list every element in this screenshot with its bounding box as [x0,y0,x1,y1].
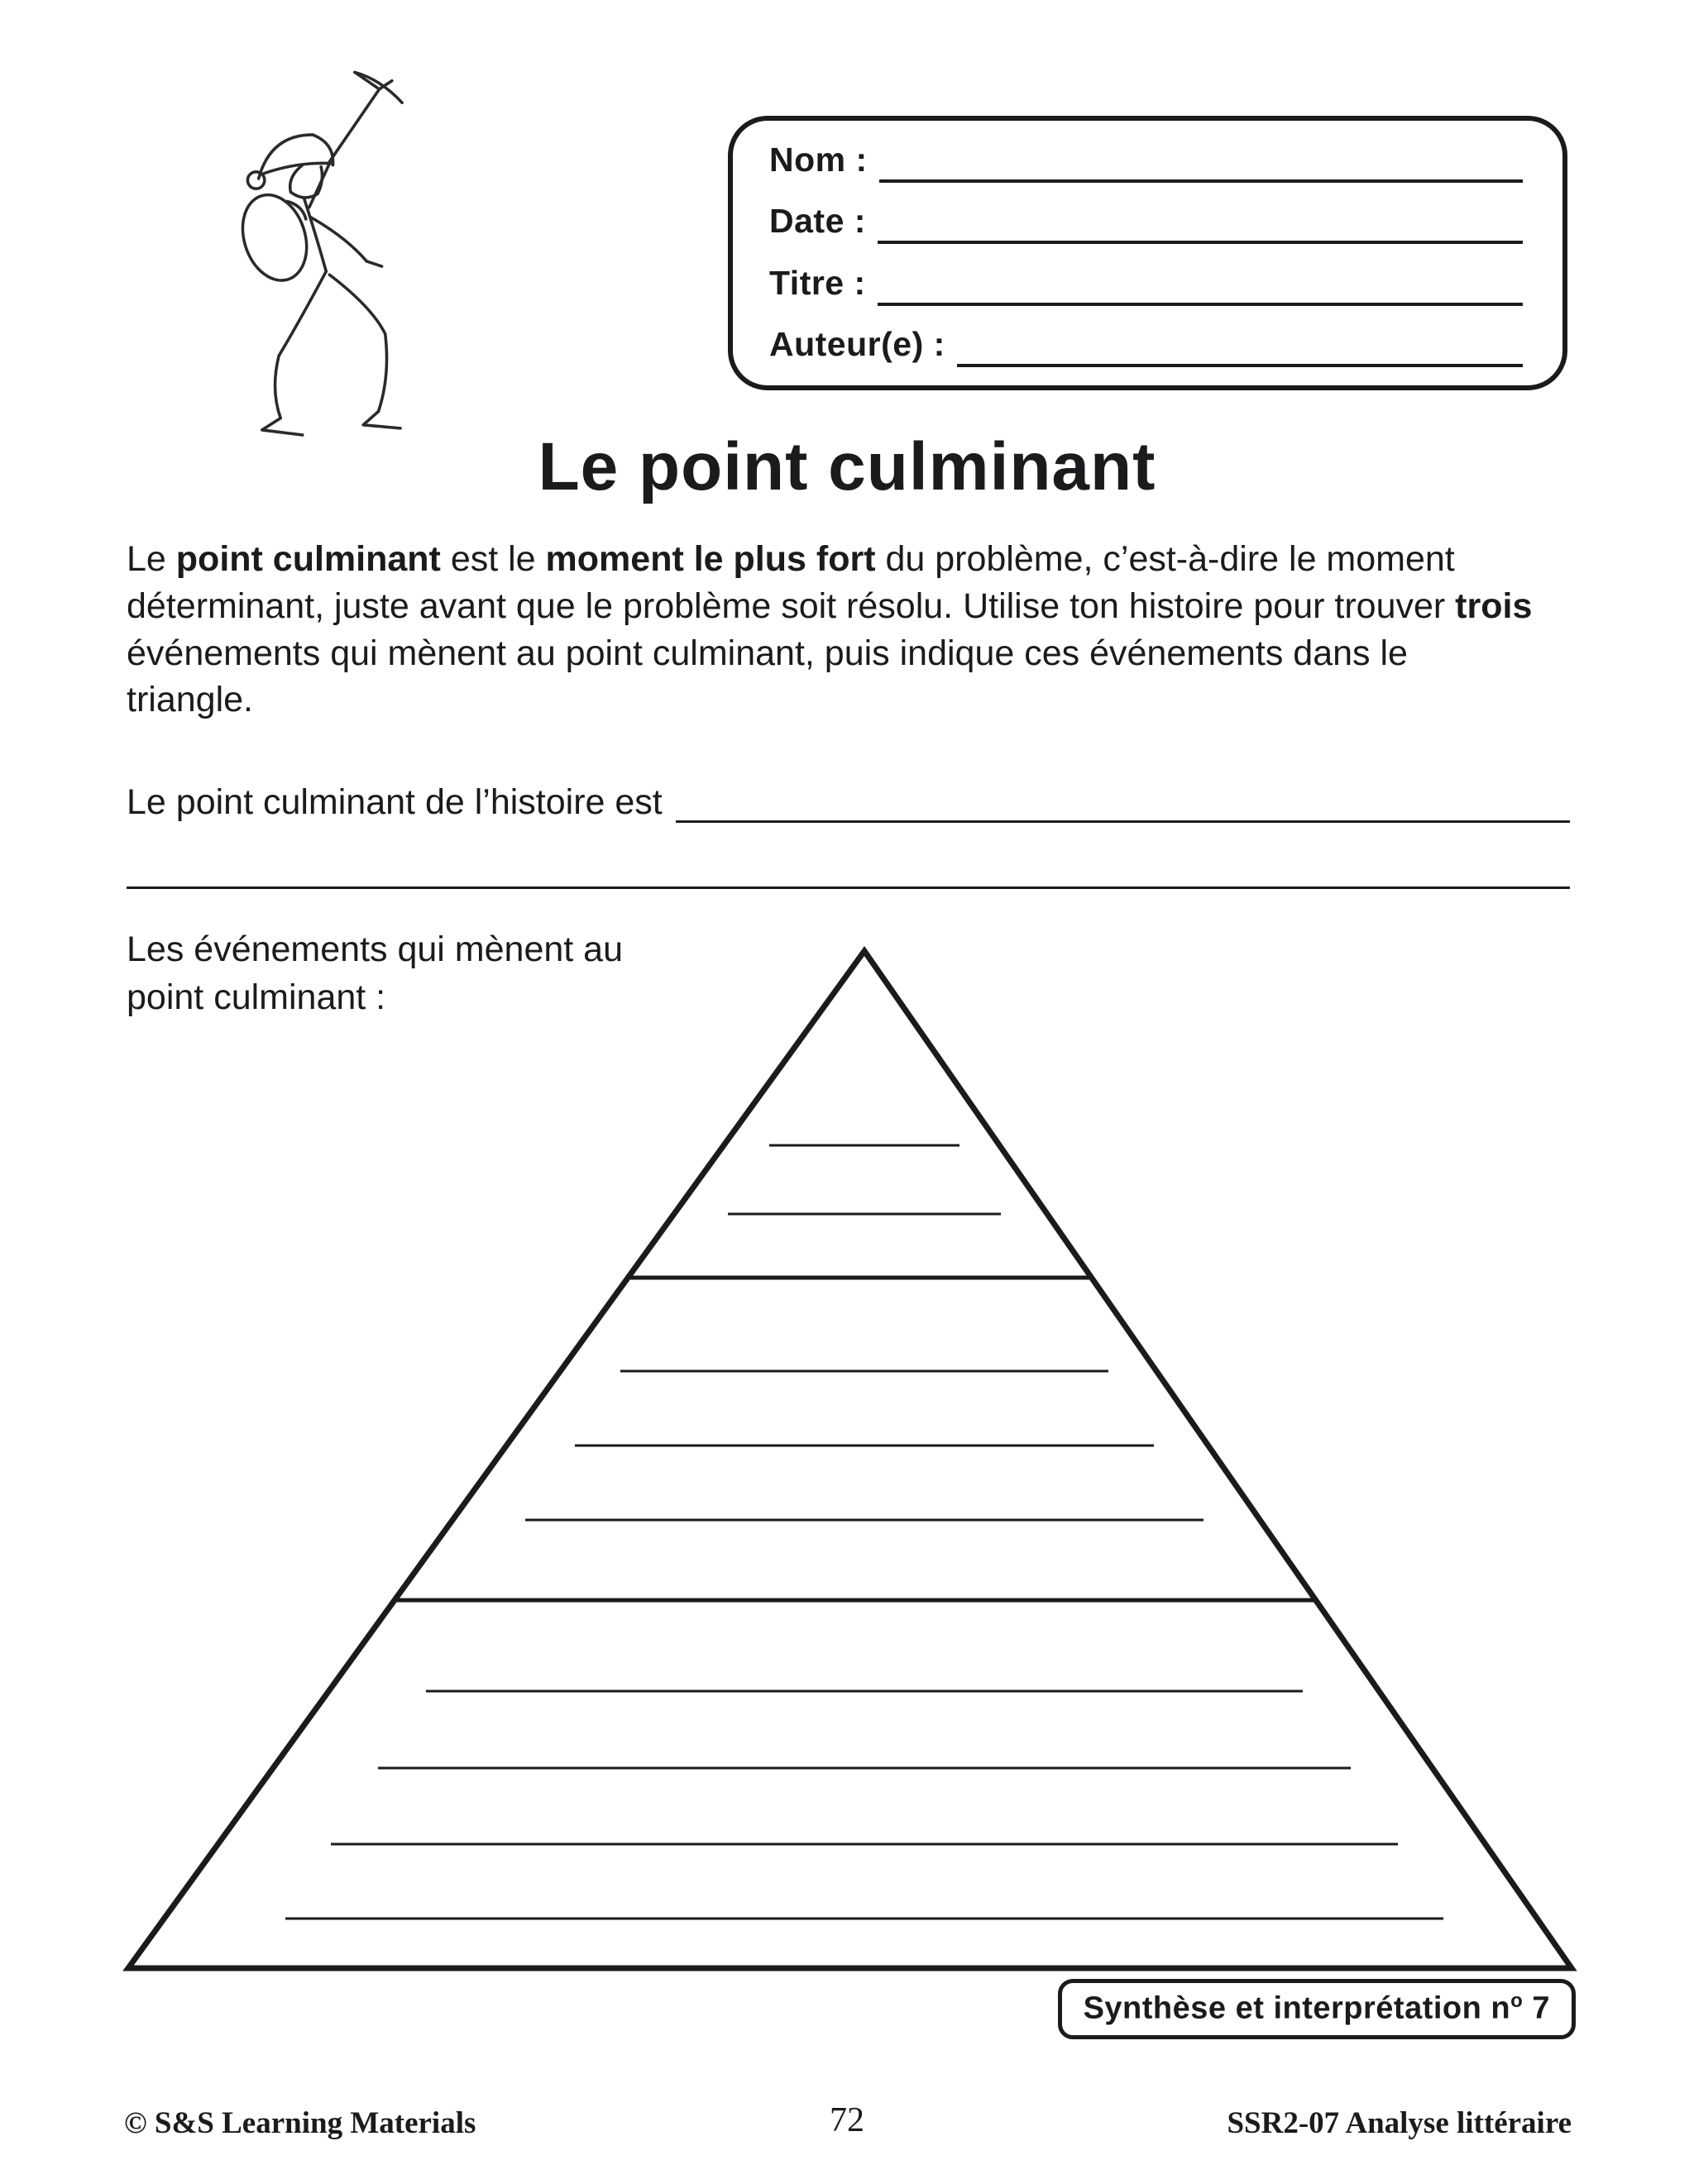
nom-label: Nom : [769,141,868,179]
climax-pyramid [79,930,1617,2005]
climax-blank-line-1[interactable] [676,779,1570,823]
arm-up-icon [309,164,329,208]
student-info-box [728,116,1567,390]
climax-blank-line-2[interactable] [127,848,1570,889]
titre-label: Titre : [769,263,866,302]
arm-down-icon [311,217,366,261]
events-label-line2: point culminant : [127,977,386,1017]
badge-superscript: o [1510,1990,1524,2012]
front-leg-icon [329,275,386,411]
pyramid-outline [128,951,1572,1968]
torso-icon [304,198,327,271]
info-row-nom [769,141,1523,183]
footer-page-number: 72 [830,2101,864,2139]
section-badge [1058,1979,1576,2039]
ice-axe-handle-icon [329,89,379,162]
climber-illustration [136,54,492,476]
info-row-titre [769,264,1523,306]
back-leg-icon [275,271,327,418]
events-label-line1: Les événements qui mènent au [127,930,624,969]
date-label: Date : [769,202,866,241]
date-blank[interactable] [878,204,1523,244]
footer-copyright: © S&S Learning Materials [124,2106,476,2140]
climax-prompt-label: Le point culminant de l’histoire est [127,782,663,822]
hat-pompom-icon [247,172,264,189]
titre-blank[interactable] [878,266,1523,306]
intro-bold-3: trois [1455,585,1533,626]
climax-prompt-row [127,779,1570,823]
intro-text-2: est le [440,539,546,579]
intro-bold-1: point culminant [175,539,441,579]
intro-bold-2: moment le plus fort [545,539,876,579]
badge-text: Synthèse et interprétation n [1083,1990,1511,2026]
auteur-blank[interactable] [957,327,1523,367]
intro-text-1: Le [127,539,176,579]
nom-blank[interactable] [879,143,1523,183]
intro-text-3: du problème, c’est-à-dire le moment déterminant, juste avant que le problème soit résolu. Utilise ton histoire pour trouver [127,539,1456,626]
info-row-auteur [769,325,1523,367]
worksheet-title: Le point culminant [538,429,1156,504]
auteur-label: Auteur(e) : [769,324,945,363]
info-row-date [769,202,1523,244]
intro-paragraph [127,536,1541,724]
badge-number: 7 [1523,1990,1550,2026]
hand-icon [366,261,381,266]
intro-text-4: événements qui mènent au point culminant, puis indique ces événements dans le triangle. [127,633,1408,720]
footer-reference: SSR2-07 Analyse littéraire [1227,2106,1572,2140]
front-boot-icon [363,411,400,428]
